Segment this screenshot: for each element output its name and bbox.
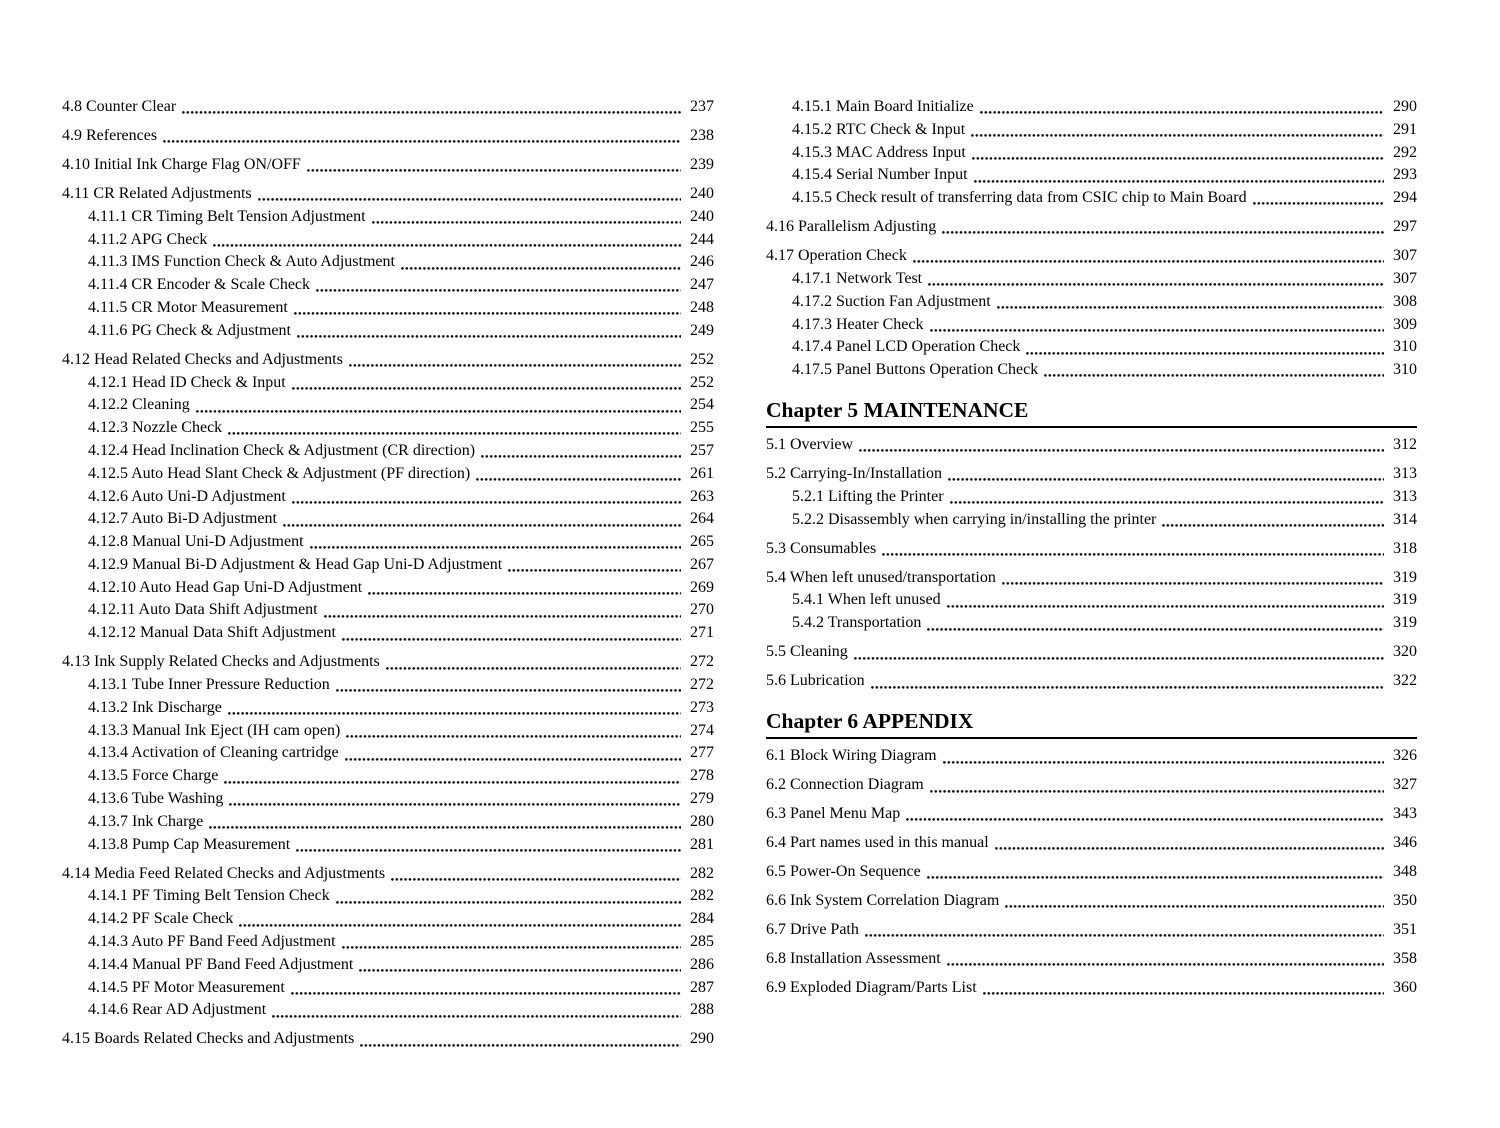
dot-leader	[296, 849, 681, 852]
toc-entry-page-number: 312	[1393, 436, 1417, 454]
toc-entry[interactable]	[62, 954, 714, 977]
toc-entry-label: 4.13.2 Ink Discharge	[88, 698, 222, 716]
dot-leader	[336, 901, 681, 904]
toc-entry-page-number: 277	[690, 744, 714, 762]
toc-entry[interactable]	[62, 742, 714, 765]
toc-entry[interactable]	[62, 863, 714, 886]
toc-entry-label: 4.15 Boards Related Checks and Adjustments	[62, 1030, 355, 1048]
toc-entry[interactable]	[62, 1028, 714, 1051]
dot-leader	[1002, 582, 1384, 585]
dot-leader	[943, 761, 1384, 764]
toc-entry[interactable]	[62, 440, 714, 463]
dot-leader	[297, 335, 681, 338]
toc-entry-page-number: 238	[690, 126, 714, 144]
dot-leader	[947, 605, 1384, 608]
toc-entry[interactable]	[62, 251, 714, 274]
toc-entry-page-number: 244	[690, 230, 714, 248]
toc-entry-label: 4.12 Head Related Checks and Adjustments	[62, 350, 343, 368]
toc-entry-label: 5.1 Overview	[766, 436, 854, 454]
dot-leader	[997, 306, 1384, 309]
dot-leader	[229, 803, 681, 806]
toc-entry-label: 6.8 Installation Assessment	[766, 950, 941, 968]
toc-entry-page-number: 360	[1393, 979, 1417, 997]
toc-entry[interactable]	[62, 788, 714, 811]
toc-entry-label: 4.11 CR Related Adjustments	[62, 184, 252, 202]
chapter-heading: Chapter 5 MAINTENANCE	[766, 396, 1417, 428]
dot-leader	[336, 689, 681, 692]
toc-entry[interactable]	[62, 183, 714, 206]
dot-leader	[272, 1015, 681, 1018]
dot-leader	[163, 140, 681, 143]
toc-entry[interactable]	[766, 291, 1417, 314]
dot-leader	[359, 969, 681, 972]
toc-entry-label: 4.12.6 Auto Uni-D Adjustment	[88, 487, 286, 505]
toc-entry-page-number: 272	[690, 676, 714, 694]
dot-leader	[947, 963, 1384, 966]
dot-leader	[508, 569, 681, 572]
toc-entry-label: 6.7 Drive Path	[766, 921, 859, 939]
toc-entry-label: 4.10 Initial Ink Charge Flag ON/OFF	[62, 155, 301, 173]
toc-entry-label: 4.14.5 PF Motor Measurement	[88, 978, 285, 996]
toc-entry-label: 4.13.4 Activation of Cleaning cartridge	[88, 744, 339, 762]
toc-entry[interactable]	[62, 394, 714, 417]
dot-leader	[316, 289, 681, 292]
toc-entry-label: 4.9 References	[62, 126, 158, 144]
toc-entry-label: 4.11.1 CR Timing Belt Tension Adjustment	[88, 207, 366, 225]
toc-entry-page-number: 263	[690, 487, 714, 505]
toc-entry-label: 4.15.2 RTC Check & Input	[792, 120, 966, 138]
toc-entry[interactable]	[766, 567, 1417, 590]
toc-entry-label: 4.11.5 CR Motor Measurement	[88, 298, 288, 316]
dot-leader	[345, 758, 681, 761]
toc-entry-label: 6.4 Part names used in this manual	[766, 834, 989, 852]
dot-leader	[972, 157, 1384, 160]
toc-entry-page-number: 280	[690, 812, 714, 830]
toc-entry-page-number: 255	[690, 419, 714, 437]
dot-leader	[481, 455, 681, 458]
toc-entry-page-number: 249	[690, 321, 714, 339]
toc-entry-page-number: 308	[1393, 292, 1417, 310]
toc-entry-label: 4.15.3 MAC Address Input	[792, 143, 966, 161]
toc-entry[interactable]	[62, 274, 714, 297]
toc-entry-page-number: 350	[1393, 892, 1417, 910]
toc-entry-label: 5.2.1 Lifting the Printer	[792, 487, 944, 505]
toc-entry[interactable]	[62, 531, 714, 554]
dot-leader	[948, 478, 1384, 481]
toc-entry[interactable]	[766, 745, 1417, 768]
dot-leader	[386, 667, 681, 670]
toc-entry-page-number: 285	[690, 933, 714, 951]
toc-entry-label: 6.6 Ink System Correlation Diagram	[766, 892, 1000, 910]
toc-entry-page-number: 319	[1393, 568, 1417, 586]
dot-leader	[1026, 352, 1384, 355]
toc-entry-label: 4.14.1 PF Timing Belt Tension Check	[88, 887, 330, 905]
toc-entry-label: 4.8 Counter Clear	[62, 98, 177, 115]
toc-entry[interactable]	[766, 890, 1417, 913]
toc-entry[interactable]	[62, 577, 714, 600]
toc-entry-label: 4.12.2 Cleaning	[88, 396, 190, 414]
toc-entry-page-number: 293	[1393, 166, 1417, 184]
toc-entry-page-number: 273	[690, 698, 714, 716]
toc-column-right	[766, 96, 1417, 1000]
toc-entry[interactable]	[766, 268, 1417, 291]
dot-leader	[294, 312, 681, 315]
toc-entry[interactable]	[766, 803, 1417, 826]
toc-entry-label: 4.14 Media Feed Related Checks and Adjustments	[62, 864, 386, 882]
toc-entry-page-number: 252	[690, 373, 714, 391]
dot-leader	[882, 553, 1384, 556]
toc-entry-label: 4.12.10 Auto Head Gap Uni-D Adjustment	[88, 578, 363, 596]
toc-entry[interactable]	[766, 774, 1417, 797]
toc-entry[interactable]	[766, 977, 1417, 1000]
toc-entry-label: 4.17 Operation Check	[766, 247, 907, 265]
toc-entry[interactable]	[62, 622, 714, 645]
toc-entry-label: 6.5 Power-On Sequence	[766, 863, 921, 881]
toc-entry[interactable]	[62, 96, 714, 119]
dot-leader	[854, 657, 1384, 660]
toc-entry-label: 5.4.1 When left unused	[792, 591, 941, 609]
toc-entry-page-number: 270	[690, 601, 714, 619]
toc-entry-page-number: 327	[1393, 776, 1417, 794]
toc-entry-page-number: 307	[1393, 247, 1417, 265]
toc-entry-page-number: 267	[690, 555, 714, 573]
dot-leader	[983, 992, 1384, 995]
toc-entry-label: 4.17.3 Heater Check	[792, 315, 924, 333]
toc-entry-page-number: 322	[1393, 672, 1417, 690]
toc-entry-page-number: 257	[690, 441, 714, 459]
dot-leader	[342, 946, 681, 949]
dot-leader	[930, 790, 1384, 793]
toc-entry-label: 4.15.4 Serial Number Input	[792, 166, 968, 184]
dot-leader	[372, 221, 681, 224]
toc-entry-page-number: 290	[690, 1030, 714, 1048]
toc-entry[interactable]	[766, 948, 1417, 971]
toc-entry-page-number: 343	[1393, 805, 1417, 823]
toc-entry-label: 6.2 Connection Diagram	[766, 776, 924, 794]
dot-leader	[913, 260, 1384, 263]
toc-entry[interactable]	[766, 314, 1417, 337]
dot-leader	[292, 501, 681, 504]
toc-entry-page-number: 239	[690, 155, 714, 173]
toc-entry-label: 4.12.1 Head ID Check & Input	[88, 373, 286, 391]
toc-entry-label: 4.13.1 Tube Inner Pressure Reduction	[88, 676, 330, 694]
toc-entry[interactable]	[766, 434, 1417, 457]
toc-entry-page-number: 297	[1393, 218, 1417, 236]
toc-entry[interactable]	[62, 834, 714, 857]
toc-entry[interactable]	[766, 919, 1417, 942]
toc-entry-page-number: 246	[690, 253, 714, 271]
toc-entry[interactable]	[766, 359, 1417, 382]
toc-entry-label: 6.3 Panel Menu Map	[766, 805, 901, 823]
toc-entry-page-number: 358	[1393, 950, 1417, 968]
toc-entry-page-number: 313	[1393, 465, 1417, 483]
toc-entry[interactable]	[62, 811, 714, 834]
toc-entry-label: 4.13 Ink Supply Related Checks and Adjustments	[62, 653, 380, 671]
toc-entry-page-number: 318	[1393, 539, 1417, 557]
dot-leader	[928, 283, 1384, 286]
dot-leader	[324, 615, 681, 618]
toc-entry-label: 4.11.2 APG Check	[88, 230, 208, 248]
toc-entry[interactable]	[766, 119, 1417, 142]
toc-entry-label: 4.14.2 PF Scale Check	[88, 910, 234, 928]
toc-entry-label: 5.6 Lubrication	[766, 672, 865, 690]
toc-entry-label: 4.14.4 Manual PF Band Feed Adjustment	[88, 955, 354, 973]
toc-entry[interactable]	[62, 651, 714, 674]
toc-entry-label: 4.17.1 Network Test	[792, 269, 923, 287]
toc-entry[interactable]	[62, 908, 714, 931]
toc-entry-page-number: 320	[1393, 643, 1417, 661]
toc-entry-page-number: 310	[1393, 338, 1417, 356]
dot-leader	[927, 628, 1384, 631]
toc-entry-label: 6.1 Block Wiring Diagram	[766, 747, 937, 765]
dot-leader	[307, 169, 681, 172]
toc-entry-label: 4.16 Parallelism Adjusting	[766, 218, 937, 236]
toc-entry[interactable]	[62, 372, 714, 395]
dot-leader	[974, 180, 1384, 183]
toc-entry-page-number: 272	[690, 653, 714, 671]
toc-entry-page-number: 294	[1393, 189, 1417, 207]
dot-leader	[995, 847, 1384, 850]
dot-leader	[258, 198, 681, 201]
dot-leader	[368, 592, 681, 595]
toc-entry-page-number: 287	[690, 978, 714, 996]
toc-entry[interactable]	[62, 720, 714, 743]
toc-entry[interactable]	[766, 832, 1417, 855]
dot-leader	[228, 712, 681, 715]
toc-entry-page-number: 282	[690, 864, 714, 882]
toc-entry[interactable]	[62, 125, 714, 148]
dot-leader	[228, 432, 681, 435]
toc-entry-page-number: 286	[690, 955, 714, 973]
toc-entry-page-number: 326	[1393, 747, 1417, 765]
dot-leader	[1162, 524, 1384, 527]
toc-entry[interactable]	[62, 885, 714, 908]
toc-entry-label: 5.3 Consumables	[766, 539, 877, 557]
toc-entry-page-number: 269	[690, 578, 714, 596]
dot-leader	[871, 686, 1384, 689]
toc-entry-page-number: 237	[690, 98, 714, 115]
toc-entry-page-number: 274	[690, 721, 714, 739]
toc-entry[interactable]	[62, 508, 714, 531]
toc-entry-label: 4.13.6 Tube Washing	[88, 790, 224, 808]
toc-entry-page-number: 261	[690, 464, 714, 482]
toc-entry-label: 4.17.4 Panel LCD Operation Check	[792, 338, 1021, 356]
toc-entry[interactable]	[62, 697, 714, 720]
toc-entry-page-number: 278	[690, 767, 714, 785]
toc-entry-label: 5.2 Carrying-In/Installation	[766, 465, 942, 483]
dot-leader	[980, 111, 1384, 114]
toc-entry-page-number: 247	[690, 276, 714, 294]
toc-entry-page-number: 291	[1393, 120, 1417, 138]
toc-entry-label: 4.11.3 IMS Function Check & Auto Adjustment	[88, 253, 395, 271]
toc-entry-label: 4.17.2 Suction Fan Adjustment	[792, 292, 991, 310]
toc-entry-page-number: 310	[1393, 361, 1417, 379]
chapter-heading: Chapter 6 APPENDIX	[766, 707, 1417, 739]
dot-leader	[213, 244, 681, 247]
toc-entry[interactable]	[766, 641, 1417, 664]
toc-entry[interactable]	[766, 164, 1417, 187]
toc-entry-label: 5.5 Cleaning	[766, 643, 848, 661]
toc-entry-label: 5.4.2 Transportation	[792, 614, 922, 632]
dot-leader	[283, 524, 681, 527]
dot-leader	[310, 546, 681, 549]
dot-leader	[859, 449, 1384, 452]
dot-leader	[360, 1044, 681, 1047]
toc-entry-page-number: 348	[1393, 863, 1417, 881]
toc-entry[interactable]	[62, 486, 714, 509]
dot-leader	[401, 267, 681, 270]
toc-entry-label: 6.9 Exploded Diagram/Parts List	[766, 979, 977, 997]
dot-leader	[292, 387, 681, 390]
toc-entry-page-number: 279	[690, 790, 714, 808]
toc-entry-label: 4.15.1 Main Board Initialize	[792, 98, 974, 115]
toc-entry-page-number: 240	[690, 207, 714, 225]
toc-entry[interactable]	[62, 554, 714, 577]
toc-entry[interactable]	[766, 486, 1417, 509]
dot-leader	[865, 934, 1384, 937]
dot-leader	[971, 134, 1384, 137]
toc-entry[interactable]	[766, 612, 1417, 635]
toc-entry[interactable]	[766, 96, 1417, 119]
toc-entry-page-number: 240	[690, 184, 714, 202]
toc-entry-label: 4.15.5 Check result of transferring data from CSIC chip to Main Board	[792, 189, 1247, 207]
toc-entry[interactable]	[62, 999, 714, 1022]
toc-entry-label: 4.13.8 Pump Cap Measurement	[88, 835, 291, 853]
toc-entry-label: 4.12.7 Auto Bi-D Adjustment	[88, 510, 277, 528]
dot-leader	[209, 826, 681, 829]
dot-leader	[182, 111, 681, 114]
toc-entry-label: 4.14.6 Rear AD Adjustment	[88, 1001, 267, 1019]
toc-entry-page-number: 264	[690, 510, 714, 528]
toc-entry[interactable]	[766, 861, 1417, 884]
toc-entry-page-number: 271	[690, 624, 714, 642]
toc-entry-page-number: 307	[1393, 269, 1417, 287]
toc-entry-page-number: 248	[690, 298, 714, 316]
dot-leader	[239, 924, 681, 927]
dot-leader	[950, 501, 1384, 504]
toc-entry[interactable]	[62, 977, 714, 1000]
dot-leader	[476, 478, 681, 481]
toc-entry-page-number: 252	[690, 350, 714, 368]
toc-entry-page-number: 313	[1393, 487, 1417, 505]
toc-entry-label: 4.14.3 Auto PF Band Feed Adjustment	[88, 933, 336, 951]
toc-entry-page-number: 319	[1393, 591, 1417, 609]
dot-leader	[930, 329, 1384, 332]
toc-entry[interactable]	[766, 509, 1417, 532]
toc-entry[interactable]	[766, 245, 1417, 268]
toc-entry-page-number: 309	[1393, 315, 1417, 333]
toc-entry-label: 4.12.12 Manual Data Shift Adjustment	[88, 624, 336, 642]
dot-leader	[927, 876, 1384, 879]
toc-entry[interactable]	[62, 206, 714, 229]
toc-entry[interactable]	[766, 187, 1417, 210]
toc-entry-label: 4.12.9 Manual Bi-D Adjustment & Head Gap Uni-D Adjustment	[88, 555, 503, 573]
dot-leader	[942, 231, 1384, 234]
toc-entry-label: 5.4 When left unused/transportation	[766, 568, 996, 586]
toc-entry[interactable]	[62, 349, 714, 372]
toc-entry-page-number: 288	[690, 1001, 714, 1019]
toc-entry[interactable]	[62, 931, 714, 954]
toc-entry-label: 4.12.4 Head Inclination Check & Adjustment (CR direction)	[88, 441, 476, 459]
toc-entry-label: 4.13.3 Manual Ink Eject (IH cam open)	[88, 721, 341, 739]
dot-leader	[1253, 202, 1384, 205]
toc-entry-label: 4.12.8 Manual Uni-D Adjustment	[88, 533, 304, 551]
dot-leader	[224, 781, 681, 784]
toc-entry[interactable]	[62, 229, 714, 252]
toc-entry[interactable]	[766, 463, 1417, 486]
toc-entry-page-number: 351	[1393, 921, 1417, 939]
toc-entry-label: 4.13.7 Ink Charge	[88, 812, 204, 830]
toc-entry[interactable]	[62, 154, 714, 177]
dot-leader	[196, 410, 681, 413]
toc-entry-page-number: 265	[690, 533, 714, 551]
toc-entry[interactable]	[62, 417, 714, 440]
toc-entry-label: 4.11.6 PG Check & Adjustment	[88, 321, 291, 339]
toc-entry-label: 4.17.5 Panel Buttons Operation Check	[792, 361, 1039, 379]
toc-entry-label: 4.12.11 Auto Data Shift Adjustment	[88, 601, 318, 619]
toc-entry-label: 4.12.5 Auto Head Slant Check & Adjustment (PF direction)	[88, 464, 471, 482]
toc-entry[interactable]	[62, 765, 714, 788]
toc-entry[interactable]	[62, 320, 714, 343]
dot-leader	[342, 638, 681, 641]
dot-leader	[1005, 905, 1384, 908]
toc-entry[interactable]	[766, 336, 1417, 359]
toc-entry-page-number: 290	[1393, 98, 1417, 115]
toc-entry-label: 4.11.4 CR Encoder & Scale Check	[88, 276, 311, 294]
toc-entry[interactable]	[62, 463, 714, 486]
dot-leader	[391, 878, 681, 881]
toc-entry-page-number: 254	[690, 396, 714, 414]
toc-entry-page-number: 314	[1393, 510, 1417, 528]
toc-entry-page-number: 284	[690, 910, 714, 928]
toc-entry-page-number: 346	[1393, 834, 1417, 852]
toc-entry-page-number: 319	[1393, 614, 1417, 632]
toc-entry-page-number: 292	[1393, 143, 1417, 161]
toc-entry[interactable]	[766, 670, 1417, 693]
toc-entry-label: 4.13.5 Force Charge	[88, 767, 219, 785]
toc-entry[interactable]	[766, 216, 1417, 239]
toc-entry-label: 4.12.3 Nozzle Check	[88, 419, 223, 437]
toc-entry[interactable]	[766, 142, 1417, 165]
toc-entry[interactable]	[62, 674, 714, 697]
toc-entry-label: 5.2.2 Disassembly when carrying in/installing the printer	[792, 510, 1157, 528]
dot-leader	[346, 735, 681, 738]
toc-entry-page-number: 281	[690, 835, 714, 853]
dot-leader	[291, 992, 681, 995]
toc-entry[interactable]	[766, 538, 1417, 561]
toc-entry[interactable]	[62, 599, 714, 622]
dot-leader	[349, 364, 681, 367]
toc-column-left	[62, 96, 714, 1051]
toc-entry[interactable]	[766, 589, 1417, 612]
toc-entry-page-number: 282	[690, 887, 714, 905]
dot-leader	[1044, 374, 1384, 377]
dot-leader	[906, 818, 1384, 821]
toc-entry[interactable]	[62, 297, 714, 320]
